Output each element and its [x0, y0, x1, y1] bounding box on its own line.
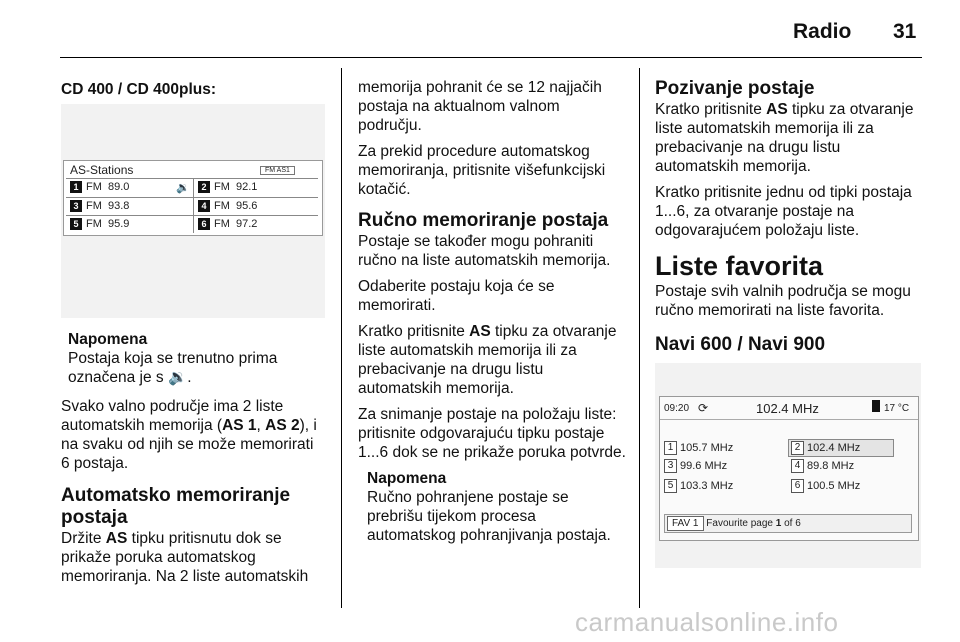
- title-divider: [66, 178, 318, 179]
- text: Kratko pritisnite: [358, 323, 465, 340]
- paragraph: memorija pohranit će se 12 najjačih postaja na aktualnom valnom području.: [358, 79, 602, 134]
- preset-frequency: 89.8 MHz: [807, 459, 855, 472]
- section-heading: Automatsko memoriranje postaja: [61, 485, 291, 528]
- column-divider-2: [639, 68, 640, 608]
- preset-row: [70, 181, 129, 193]
- preset-frequency: 99.6 MHz: [680, 459, 728, 472]
- text: Svako valno područje ima 2 liste automatskih memorija (: [61, 398, 284, 434]
- column-2: [358, 78, 626, 545]
- preset-number: 6: [791, 479, 804, 493]
- preset-5[interactable]: [664, 479, 733, 493]
- preset-row: [198, 200, 257, 212]
- column-divider-1: [341, 68, 342, 608]
- frequency: 97.2: [236, 218, 258, 230]
- preset-number: 5: [70, 218, 82, 230]
- text: Kratko pritisnite: [655, 101, 762, 118]
- band: FM: [86, 218, 102, 230]
- paragraph: Postaje svih valnih područja se mogu ručno memorirati na liste favorita.: [655, 283, 911, 319]
- preset-number: 1: [70, 181, 82, 193]
- paragraph: [655, 100, 923, 176]
- preset-6[interactable]: [791, 479, 860, 493]
- preset-2[interactable]: [788, 439, 894, 457]
- note-text: označena je s: [68, 369, 164, 386]
- preset-row: [198, 218, 257, 230]
- preset-frequency: 100.5 MHz: [807, 479, 861, 492]
- text: ), i na svaku od njih se može memorirati 6 postaja.: [61, 417, 317, 472]
- preset-row: [70, 200, 129, 212]
- fav-text: of 6: [784, 518, 801, 529]
- screen-title: AS-Stations: [70, 163, 134, 177]
- speaker-icon: 🔉: [176, 182, 190, 194]
- paragraph: Za snimanje postaje na položaju liste: pritisnite odgovarajuću tipku postaje 1...6 dok se ne prikaže poruka potvrde.: [358, 406, 626, 461]
- section-heading: Ručno memoriranje postaja: [358, 210, 609, 231]
- note-text-line: Postaja koja se trenutno prima: [68, 350, 278, 367]
- column-3: [655, 78, 923, 356]
- paragraph: [61, 529, 326, 586]
- fav-list-button[interactable]: FAV 1: [667, 516, 704, 531]
- thermometer-icon: [872, 400, 880, 412]
- text: tipku pritisnutu dok se prikaže poruka automatskog memoriranja. Na 2 liste automatskih: [61, 530, 309, 585]
- note-2: [358, 469, 626, 545]
- preset-4[interactable]: [791, 459, 854, 473]
- chapter-heading: Liste favorita: [655, 251, 824, 281]
- frequency: 92.1: [236, 181, 258, 193]
- preset-number: 4: [198, 200, 210, 212]
- page-header-title: Radio: [793, 20, 852, 43]
- preset-number: 1: [664, 441, 677, 455]
- column-1-body: [61, 330, 326, 593]
- preset-row: [70, 218, 129, 230]
- cd400-screenshot: [61, 104, 325, 318]
- preset-number: 6: [198, 218, 210, 230]
- note-text-end: .: [187, 369, 192, 386]
- temperature: 17 °C: [884, 403, 910, 414]
- row-divider: [66, 197, 318, 198]
- frequency: 89.0: [108, 181, 130, 193]
- note-1: [61, 330, 326, 387]
- time: 09:20: [664, 403, 690, 414]
- center-divider: [193, 179, 194, 233]
- emphasis: AS: [766, 101, 788, 118]
- row-divider: [66, 215, 318, 216]
- band: FM: [214, 181, 230, 193]
- band: FM: [86, 200, 102, 212]
- note-title: Napomena: [367, 470, 447, 487]
- page-number: 31: [893, 20, 917, 43]
- paragraph: [358, 322, 626, 398]
- preset-3[interactable]: [664, 459, 727, 473]
- text: tipku za otvaranje liste automatskih memorija ili za prebacivanje na drugu listu automatskih memorija.: [655, 101, 914, 175]
- navi-screenshot: [655, 363, 921, 568]
- preset-number: 3: [664, 459, 677, 473]
- band: FM: [214, 218, 230, 230]
- preset-row: [198, 181, 257, 193]
- frequency: 95.9: [108, 218, 130, 230]
- status-divider: [660, 419, 918, 420]
- band: FM: [86, 181, 102, 193]
- preset-number: 2: [791, 441, 804, 455]
- screen-tab-label: FM AS1: [260, 166, 295, 175]
- emphasis: AS 2: [265, 417, 300, 434]
- section-heading: Pozivanje postaje: [655, 78, 815, 99]
- fav-page: 1: [775, 518, 782, 529]
- preset-frequency: 105.7 MHz: [680, 441, 734, 454]
- frequency: 93.8: [108, 200, 130, 212]
- preset-number: 5: [664, 479, 677, 493]
- paragraph: [61, 397, 326, 473]
- paragraph: Za prekid procedure automatskog memoriranja, pritisnite višefunkcijski kotačić.: [358, 143, 606, 198]
- note-text-line: [68, 368, 326, 387]
- preset-frequency: 103.3 MHz: [680, 479, 734, 492]
- emphasis: AS: [105, 530, 128, 547]
- paragraph: Postaje se također mogu pohraniti ručno na liste automatskih memorija.: [358, 233, 611, 269]
- favourite-bar: [664, 514, 912, 533]
- note-title: Napomena: [68, 331, 148, 348]
- fav-text: Favourite page: [706, 518, 773, 529]
- navi-display: [659, 396, 919, 541]
- speaker-icon: 🔉: [167, 369, 188, 386]
- frequency: 95.6: [236, 200, 258, 212]
- paragraph: Odaberite postaju koja će se memorirati.: [358, 278, 555, 314]
- cd400-display: [63, 160, 323, 236]
- preset-number: 4: [791, 459, 804, 473]
- header-rule: [60, 57, 922, 58]
- paragraph: Kratko pritisnite jednu od tipki postaja 1...6, za otvaranje postaje na odgovarajućem položaju liste.: [655, 184, 912, 239]
- watermark: carmanualsonline.info: [575, 607, 839, 637]
- preset-frequency: 102.4 MHz: [807, 441, 861, 454]
- preset-number: 3: [70, 200, 82, 212]
- text: tipku za otvaranje liste automatskih memorija ili za prebacivanje na drugu listu automatskih memorija.: [358, 323, 617, 397]
- section-heading-cd400: CD 400 / CD 400plus:: [61, 81, 217, 98]
- preset-1[interactable]: [664, 441, 733, 455]
- emphasis: AS 1: [222, 417, 257, 434]
- band: FM: [214, 200, 230, 212]
- text: ,: [256, 417, 266, 434]
- preset-number: 2: [198, 181, 210, 193]
- text: Držite: [61, 530, 102, 547]
- emphasis: AS: [469, 323, 491, 340]
- section-heading: Navi 600 / Navi 900: [655, 334, 826, 355]
- note-text: Ručno pohranjene postaje se prebrišu tijekom procesa automatskog pohranjivanja postaja.: [367, 489, 611, 544]
- column-1: [61, 80, 326, 99]
- refresh-icon: ⟳: [698, 401, 709, 415]
- current-frequency: 102.4 MHz: [756, 401, 819, 416]
